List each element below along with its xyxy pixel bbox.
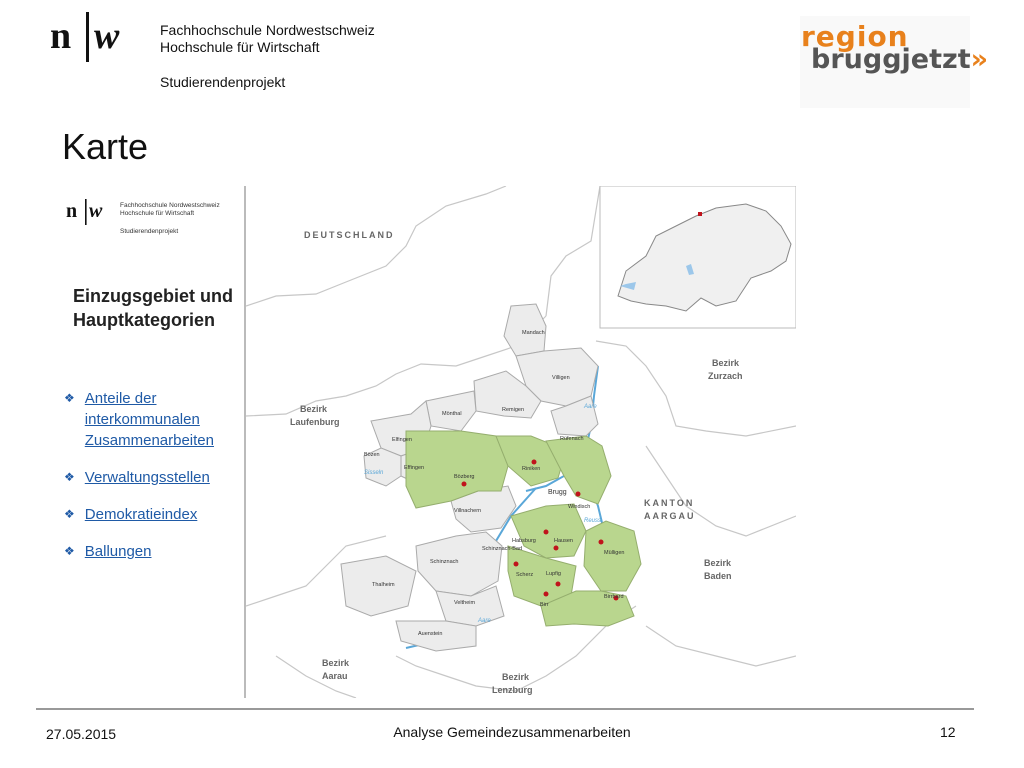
label-boezen: Bözen [364, 452, 380, 458]
list-item [64, 541, 244, 562]
label-zurzach-2: Zurzach [708, 371, 743, 381]
label-muelligen: Mülligen [604, 550, 625, 556]
link-ballungen[interactable]: Ballungen [84, 543, 152, 560]
fhnw-project-label: Studierendenprojekt [160, 74, 286, 90]
region-map-svg [246, 186, 796, 698]
region-logo-line2 [811, 44, 988, 75]
label-deutschland: DEUTSCHLAND [304, 230, 395, 240]
label-schinznach: Schinznach [430, 559, 459, 565]
page-number: 12 [940, 724, 956, 740]
svg-text:n: n [66, 200, 78, 222]
svg-text:w: w [94, 15, 120, 57]
label-aare-south: Aare [478, 618, 491, 624]
label-lenzburg-2: Lenzburg [492, 685, 533, 695]
diamond-bullet-icon: ❖ [64, 544, 75, 558]
label-laufenburg-2: Laufenburg [290, 417, 340, 427]
label-mandach: Mandach [522, 330, 545, 336]
panel-heading-line1: Einzugsgebiet und [73, 286, 233, 306]
mini-school-name [120, 202, 220, 218]
switzerland-inset-map [600, 186, 796, 328]
fhnw-name-line2: Hochschule für Wirtschaft [160, 39, 320, 55]
label-elfingen: Elfingen [392, 437, 412, 443]
panel-heading [73, 284, 243, 332]
label-brugg: Brugg [548, 489, 567, 496]
label-reuss: Reuss [584, 518, 602, 524]
list-item [64, 467, 244, 488]
label-kanton-2: AARGAU [644, 511, 696, 521]
label-habsburg: Habsburg [512, 538, 536, 544]
panel-heading-line2: Hauptkategorien [73, 310, 216, 330]
label-windisch: Windisch [568, 504, 591, 510]
label-zurzach-1: Bezirk [712, 358, 740, 368]
fhnw-logo [50, 12, 140, 62]
svg-text:w: w [89, 200, 103, 222]
label-villigen: Villigen [552, 375, 570, 381]
label-boezberg: Bözberg [454, 474, 475, 480]
mini-fhnw-logo [66, 199, 114, 225]
label-aare-north: Aare [584, 404, 597, 410]
label-remigen: Remigen [502, 407, 525, 413]
region-logo-arrow: » [970, 44, 989, 75]
label-villnachern: Villnachern [454, 508, 482, 514]
region-logo-line1: region [801, 20, 909, 53]
label-birr: Birr [540, 602, 549, 608]
label-ruefenach: Rüfenach [560, 436, 584, 442]
label-auenstein: Auenstein [418, 631, 443, 637]
label-schinznach-bad: Schinznach-Bad [482, 546, 523, 552]
label-kanton-1: KANTON [644, 498, 695, 508]
footer-date: 27.05.2015 [46, 726, 117, 742]
label-riniken: Riniken [522, 466, 541, 472]
region-logo-word: bruggjetzt [811, 44, 971, 75]
label-laufenburg-1: Bezirk [300, 404, 328, 414]
label-sisseln: Sisseln [364, 470, 384, 476]
svg-text:n: n [50, 15, 72, 57]
label-aarau-1: Bezirk [322, 658, 350, 668]
label-moenthal: Mönthal [442, 411, 462, 417]
label-effingen: Effingen [404, 465, 425, 471]
label-birrhard: Birrhard [604, 594, 624, 600]
mini-name-line2: Hochschule für Wirtschaft [120, 210, 195, 217]
diamond-bullet-icon: ❖ [64, 470, 75, 484]
link-demokratieindex[interactable]: Demokratieindex [84, 506, 198, 523]
label-baden-1: Bezirk [704, 558, 732, 568]
label-thalheim: Thalheim [372, 582, 395, 588]
label-veltheim: Veltheim [454, 600, 476, 606]
diamond-bullet-icon: ❖ [64, 507, 75, 521]
fhnw-name-line1: Fachhochschule Nordwestschweiz [160, 22, 375, 38]
slide-title: Karte [62, 126, 149, 167]
diamond-bullet-icon: ❖ [64, 391, 75, 405]
mini-project-label: Studierendenprojekt [120, 228, 179, 235]
category-link-list [64, 388, 244, 578]
label-scherz: Scherz [516, 572, 534, 578]
link-verwaltungsstellen[interactable]: Verwaltungsstellen [84, 469, 210, 486]
footer-title: Analyse Gemeindezusammenarbeiten [393, 724, 631, 740]
mini-name-line1: Fachhochschule Nordwestschweiz [120, 202, 220, 209]
list-item [64, 388, 244, 451]
label-aarau-2: Aarau [322, 671, 348, 681]
label-lupfig: Lupfig [546, 571, 561, 577]
label-baden-2: Baden [704, 571, 732, 581]
link-anteile-interkommunale[interactable]: Anteile der interkommunalen Zusammenarbeiten [84, 390, 214, 449]
fhnw-school-name [160, 22, 375, 56]
footer-divider [36, 708, 974, 710]
region-map [246, 186, 796, 698]
label-lenzburg-1: Bezirk [502, 672, 530, 682]
list-item [64, 504, 244, 525]
label-hausen: Hausen [554, 538, 573, 544]
